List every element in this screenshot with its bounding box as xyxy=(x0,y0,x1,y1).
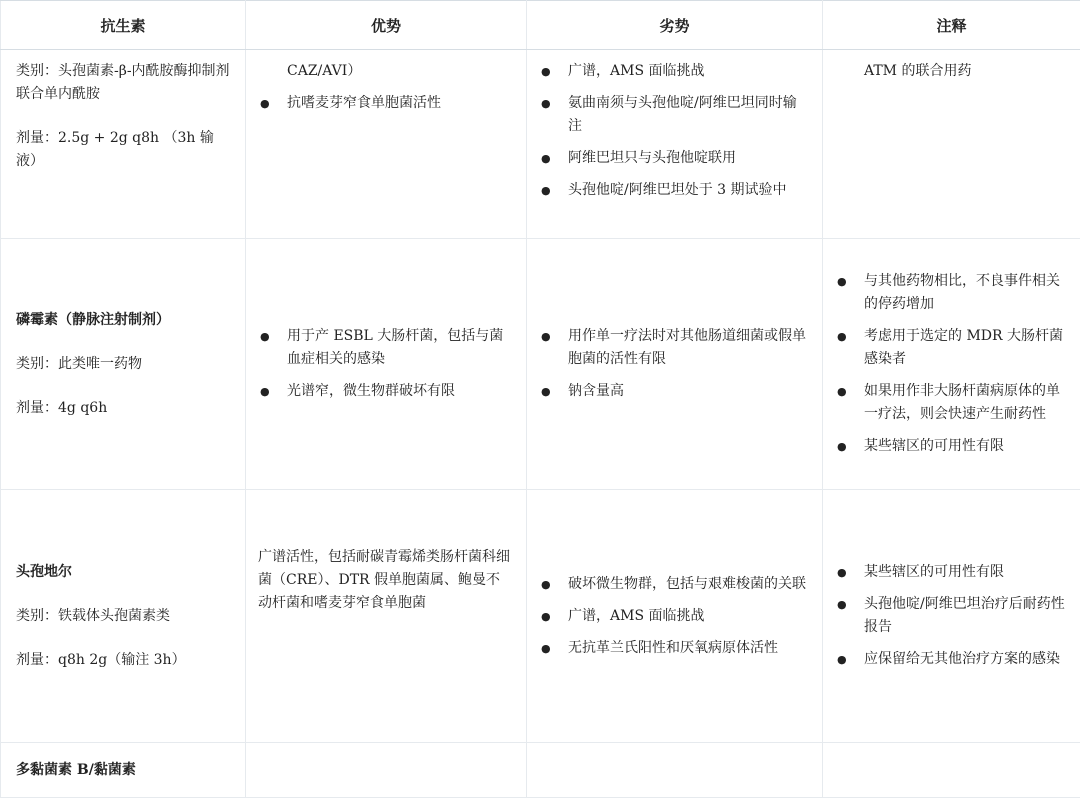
list-item: ● 用于产 ESBL 大肠杆菌，包括与菌血症相关的感染 xyxy=(258,325,512,371)
drug-class: 类别：铁载体头孢菌素类 xyxy=(16,605,231,628)
notes-cell xyxy=(823,743,1080,798)
bullet-icon: ● xyxy=(837,270,847,293)
header-row xyxy=(1,1,1080,50)
bullet-icon: ● xyxy=(541,380,551,403)
bullet-icon: ● xyxy=(837,325,847,348)
drug-dose: 剂量：q8h 2g（输注 3h） xyxy=(16,649,231,672)
notes-list xyxy=(835,270,1066,458)
table-row xyxy=(1,490,1080,743)
bullet-icon: ● xyxy=(837,380,847,403)
bullet-icon: ● xyxy=(541,179,551,202)
notes-cell xyxy=(823,239,1080,490)
header-antibiotic: 抗生素 xyxy=(1,1,246,50)
antibiotic-cell xyxy=(1,743,246,798)
header-disadvantages: 劣势 xyxy=(527,1,823,50)
bullet-icon: ● xyxy=(260,380,270,403)
notes-cell xyxy=(823,50,1080,239)
bullet-icon: ● xyxy=(837,648,847,671)
list-item: ● 如果用作非大肠杆菌病原体的单一疗法，则会快速产生耐药性 xyxy=(835,380,1066,426)
list-item: ● 氨曲南须与头孢他啶/阿维巴坦同时输注 xyxy=(539,92,808,138)
drug-class: 类别：头孢菌素-β-内酰胺酶抑制剂 联合单内酰胺 xyxy=(16,60,231,106)
drug-dose: 剂量：4g q6h xyxy=(16,397,231,420)
disadvantages-cell xyxy=(527,743,823,798)
antibiotic-cell xyxy=(1,490,246,743)
bullet-icon: ● xyxy=(541,147,551,170)
list-item: ● 头孢他啶/阿维巴坦处于 3 期试验中 xyxy=(539,179,808,202)
bullet-icon: ● xyxy=(837,435,847,458)
bullet-icon: ● xyxy=(541,573,551,596)
drug-class: 类别：此类唯一药物 xyxy=(16,353,231,376)
bullet-icon: ● xyxy=(541,637,551,660)
advantages-cell xyxy=(246,743,527,798)
bullet-icon: ● xyxy=(541,325,551,348)
list-item: ● 某些辖区的可用性有限 xyxy=(835,561,1066,584)
list-item: ● 头孢他啶/阿维巴坦治疗后耐药性报告 xyxy=(835,593,1066,639)
antibiotic-cell xyxy=(1,239,246,490)
bullet-icon: ● xyxy=(541,605,551,628)
disadvantages-list xyxy=(539,573,808,660)
list-item: ● 破坏微生物群，包括与艰难梭菌的关联 xyxy=(539,573,808,596)
bullet-icon: ● xyxy=(837,593,847,616)
list-item: ● 钠含量高 xyxy=(539,380,808,403)
drug-name: 磷霉素（静脉注射制剂） xyxy=(16,309,231,332)
header-notes: 注释 xyxy=(823,1,1080,50)
list-item: ● 光谱窄，微生物群破坏有限 xyxy=(258,380,512,403)
list-item: ● 抗嗜麦芽窄食单胞菌活性 xyxy=(258,92,512,115)
table-row xyxy=(1,239,1080,490)
list-item: ● 某些辖区的可用性有限 xyxy=(835,435,1066,458)
notes-list xyxy=(835,561,1066,671)
advantage-continued-text: CAZ/AVI） xyxy=(258,60,512,83)
bullet-icon: ● xyxy=(837,561,847,584)
advantages-cell xyxy=(246,490,527,743)
disadvantages-list xyxy=(539,60,808,202)
drug-name: 多黏菌素 B/黏菌素 xyxy=(16,759,231,782)
advantages-list xyxy=(258,325,512,403)
list-item: ● 考虑用于选定的 MDR 大肠杆菌感染者 xyxy=(835,325,1066,371)
list-item: ● 阿维巴坦只与头孢他啶联用 xyxy=(539,147,808,170)
bullet-icon: ● xyxy=(260,92,270,115)
list-item: ● 无抗革兰氏阳性和厌氧病原体活性 xyxy=(539,637,808,660)
advantage-text: 广谱活性，包括耐碳青霉烯类肠杆菌科细菌（CRE）、DTR 假单胞菌属、鲍曼不动杆菌和嗜麦芽窄食单胞菌 xyxy=(258,546,512,615)
advantages-cell xyxy=(246,50,527,239)
list-item: ● 广谱，AMS 面临挑战 xyxy=(539,60,808,83)
notes-cell xyxy=(823,490,1080,743)
list-item: ● 广谱，AMS 面临挑战 xyxy=(539,605,808,628)
table-row xyxy=(1,743,1080,798)
drug-dose: 剂量：2.5g + 2g q8h （3h 输液） xyxy=(16,127,231,173)
disadvantages-cell xyxy=(527,490,823,743)
notes-continued-text: ATM 的联合用药 xyxy=(835,60,1066,83)
advantages-cell xyxy=(246,239,527,490)
drug-name: 头孢地尔 xyxy=(16,561,231,584)
header-advantages: 优势 xyxy=(246,1,527,50)
disadvantages-cell xyxy=(527,239,823,490)
bullet-icon: ● xyxy=(541,92,551,115)
list-item: ● 应保留给无其他治疗方案的感染 xyxy=(835,648,1066,671)
bullet-icon: ● xyxy=(260,325,270,348)
antibiotic-cell xyxy=(1,50,246,239)
disadvantages-list xyxy=(539,325,808,403)
advantages-list xyxy=(258,92,512,115)
list-item: ● 用作单一疗法时对其他肠道细菌或假单胞菌的活性有限 xyxy=(539,325,808,371)
bullet-icon: ● xyxy=(541,60,551,83)
table-row xyxy=(1,50,1080,239)
list-item: ● 与其他药物相比，不良事件相关的停药增加 xyxy=(835,270,1066,316)
disadvantages-cell xyxy=(527,50,823,239)
